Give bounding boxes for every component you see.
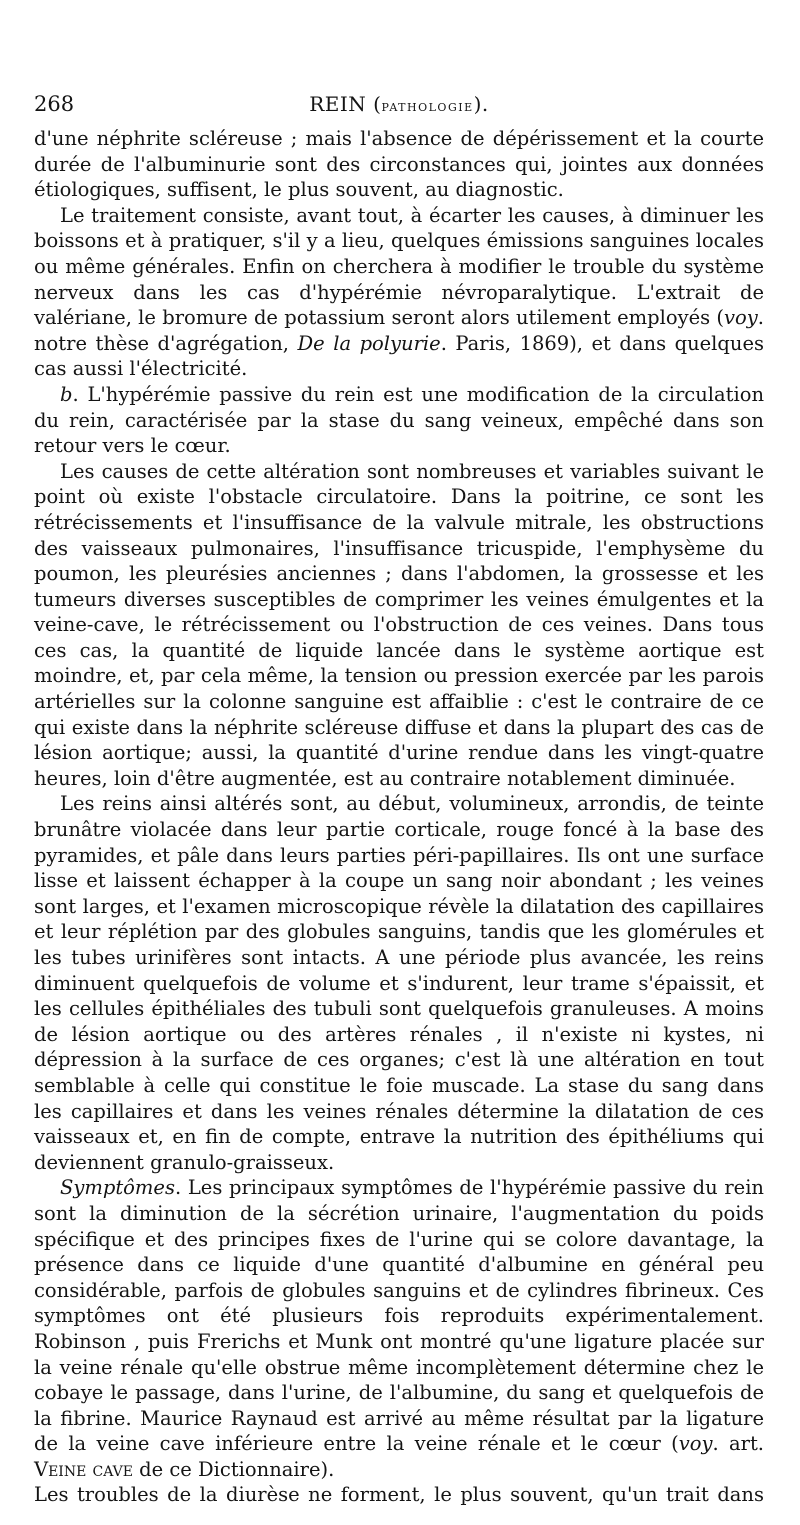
paragraph-causes: Les causes de cette altération sont nombreuses et variables suivant le point où existe l'obstacle circulatoire. Dans la poitrine, ce sont les rétrécissements et l'insuffisance de la valvule mitrale, les obstructions des vaisseaux pulmonaires, l'insuffisance tricuspide, l'emphysème du poumon, les pleurésies anciennes ; dans l'abdomen, la grossesse et les tumeurs diverses susceptibles de comprimer les veines émulgentes et la veine-cave, le rétrécissement ou l'obstruction de ces veines. Dans tous ces cas, la quantité de liquide lancée dans le système aortique est moindre, et, par cela même, la tension ou pression exercée par les parois artérielles sur la colonne sanguine est affaiblie : c'est le contraire de ce qui existe dans la néphrite scléreuse diffuse et dans la plupart des cas de lésion aortique; aussi, la quantité d'urine rendue dans les vingt-quatre heures, loin d'être augmentée, est au contraire notablement diminuée. [34,459,764,790]
treatment-text-a: Le traitement consiste, avant tout, à écarter les causes, à diminuer les boissons et à pratiquer, s'il y a lieu, quelques émissions sanguines locales ou même générales. Enfin on cherchera à modifier le trouble du système nerveux dans les cas d'hypérémie névroparalytique. L'extrait de valériane, le bromure de potassium seront alors utilement employés ( [34,203,764,330]
running-title-main: REIN ( [309,92,382,116]
treatment-book-title: De la polyurie [297,331,441,355]
symptoms-cross-reference: Veine cave [34,1457,133,1481]
paragraph-anatomy: Les reins ainsi altérés sont, au début, volumineux, arrondis, de teinte brunâtre violacée dans leur partie corticale, rouge foncé à la base des pyramides, et pâle dans leurs parties péri-papillaires. Ils ont une surface lisse et laissent échapper à la coupe un sang noir abondant ; les veines sont larges, et l'examen microscopique révèle la dilatation des capillaires et leur réplétion par des globules sanguins, tandis que les glomérules et les tubes urinifères sont intacts. A une période plus avancée, les reins diminuent quelquefois de volume et s'indurent, leur trame s'épaissit, et les cellules épithéliales des tubuli sont quelquefois granuleuses. A moins de lésion aortique ou des artères rénales , il n'existe ni kystes, ni dépression à la surface de ces organes; c'est là une altération en tout semblable à celle qui constitue le foie muscade. La stase du sang dans les capillaires et dans les veines rénales détermine la dilatation de ces vaisseaux et, en fin de compte, entrave la nutrition des épithéliums qui deviennent granulo-graisseux. [34,792,764,1174]
paragraph-treatment [34,203,764,382]
running-title-subject: pathologie [381,97,474,115]
running-title [34,92,764,116]
treatment-text-b: . notre thèse d'agrégation, [34,306,764,355]
page-header [34,92,764,122]
treatment-text-c: . Paris, 1869), et dans quelques cas aussi l'électricité. [34,331,764,381]
symptoms-text-b: . art. [712,1432,764,1456]
treatment-voy: voy [724,306,758,330]
passive-hyperemia-text: . L'hypérémie passive du rein est une modification de la circulation du rein, caractérisée par la stase du sang veineux, empêché dans son retour vers le cœur. [34,382,764,458]
running-title-end: ). [473,92,489,116]
paragraph-diagnosis-end: d'une néphrite scléreuse ; mais l'absence de dépérissement et la courte durée de l'albuminurie sont des circonstances qui, jointes aux données étiologiques, suffisent, le plus souvent, au diagnostic. [34,127,764,202]
page-number: 268 [34,92,75,116]
body-text [34,126,764,1508]
section-label-b: b [60,382,73,406]
symptoms-heading: Symptômes [60,1176,175,1200]
symptoms-text-c: de ce Dictionnaire). [132,1457,335,1481]
symptoms-text-a: . Les principaux symptômes de l'hypérémie passive du rein sont la diminution de la sécrétion urinaire, l'augmentation du poids spécifique et des principes fixes de l'urine qui se colore davantage, la présence dans ce liquide d'une quantité d'albumine en général peu considérable, parfois de globules sanguins et de cylindres fibrineux. Ces symptômes ont été plusieurs fois reproduits expérimentalement. Robinson , puis Frerichs et Munk ont montré qu'une ligature placée sur la veine rénale qu'elle obstrue même incomplètement détermine chez le cobaye le passage, dans l'urine, de l'albumine, du sang et quelquefois de la fibrine. Maurice Raynaud est arrivé au même résultat par la ligature de la veine cave inférieure entre la veine rénale et le cœur ( [34,1176,764,1456]
symptoms-voy: voy [678,1432,713,1456]
paragraph-symptoms [34,1175,764,1482]
paragraph-passive-hyperemia [34,382,764,459]
paragraph-diuresis: Les troubles de la diurèse ne forment, le plus souvent, qu'un trait dans [34,1483,764,1507]
